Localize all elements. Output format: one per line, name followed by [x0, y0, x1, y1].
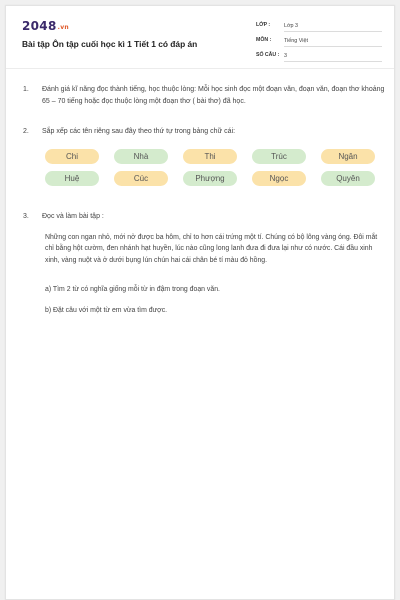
question-text: Đánh giá kĩ năng đọc thành tiếng, học thuộc lòng: Mỗi học sinh đọc một đoạn văn, đoạn văn, đoạn thơ khoảng 65 – 70 tiếng hoặc đọc thuộc lòng một đoạn thơ ( bài thơ) đã học.: [42, 86, 385, 105]
header-divider: [6, 68, 394, 69]
question-2: [23, 126, 383, 140]
sub-question-a: a) Tìm 2 từ có nghĩa giống mỗi từ in đậm trong đoạn văn.: [45, 286, 220, 293]
worksheet-header: [6, 6, 394, 68]
name-pill: Ngọc: [252, 171, 306, 186]
question-number: 1.: [23, 86, 29, 93]
site-logo[interactable]: [22, 19, 69, 33]
meta-value: Lớp 3: [284, 19, 382, 32]
name-pill: Thi: [183, 149, 237, 164]
reading-passage: Những con ngan nhỏ, mới nở được ba hôm, chỉ to hơn cái trứng một tí. Chúng có bộ lông vàng óng. Đôi mắt chỉ bằng hột cườm, đen nhánh hạt huyền, lúc nào cũng long lanh đưa đi đưa lại như có nước. Cái đầu xinh xinh, vàng nuột và ở dưới bụng lún chún hai cái chân bé tí màu đỏ hồng.: [45, 234, 378, 264]
name-pill: Trúc: [252, 149, 306, 164]
meta-value: 3: [284, 49, 382, 62]
name-pill: Cúc: [114, 171, 168, 186]
name-pill: Ngân: [321, 149, 375, 164]
question-text: Đọc và làm bài tập :: [42, 213, 104, 220]
question-text: Sắp xếp các tên riêng sau đây theo thứ tự trong bảng chữ cái:: [42, 128, 236, 135]
worksheet-page: [5, 5, 395, 600]
name-pill: Nhà: [114, 149, 168, 164]
question-number: 2.: [23, 128, 29, 135]
meta-row-class: [256, 19, 382, 34]
meta-label: SỐ CÂU :: [256, 52, 280, 58]
name-pill: Huệ: [45, 171, 99, 186]
meta-label: LỚP :: [256, 22, 271, 28]
meta-label: MÔN :: [256, 37, 272, 43]
worksheet-meta: [256, 19, 382, 64]
meta-row-subject: [256, 34, 382, 49]
name-pill: Phượng: [183, 171, 237, 186]
logo-number: 2048: [22, 19, 57, 33]
logo-tld: .vn: [57, 24, 69, 31]
meta-row-count: [256, 49, 382, 64]
sub-question-b: b) Đặt câu với một từ em vừa tìm được.: [45, 307, 168, 314]
name-pill: Chi: [45, 149, 99, 164]
name-pill: Quyên: [321, 171, 375, 186]
question-number: 3.: [23, 213, 29, 220]
meta-value: Tiếng Việt: [284, 34, 382, 47]
question-3: [23, 211, 383, 225]
question-1: [23, 84, 383, 110]
page-title: Bài tập Ôn tập cuối học kì 1 Tiết 1 có đáp án: [22, 39, 198, 49]
